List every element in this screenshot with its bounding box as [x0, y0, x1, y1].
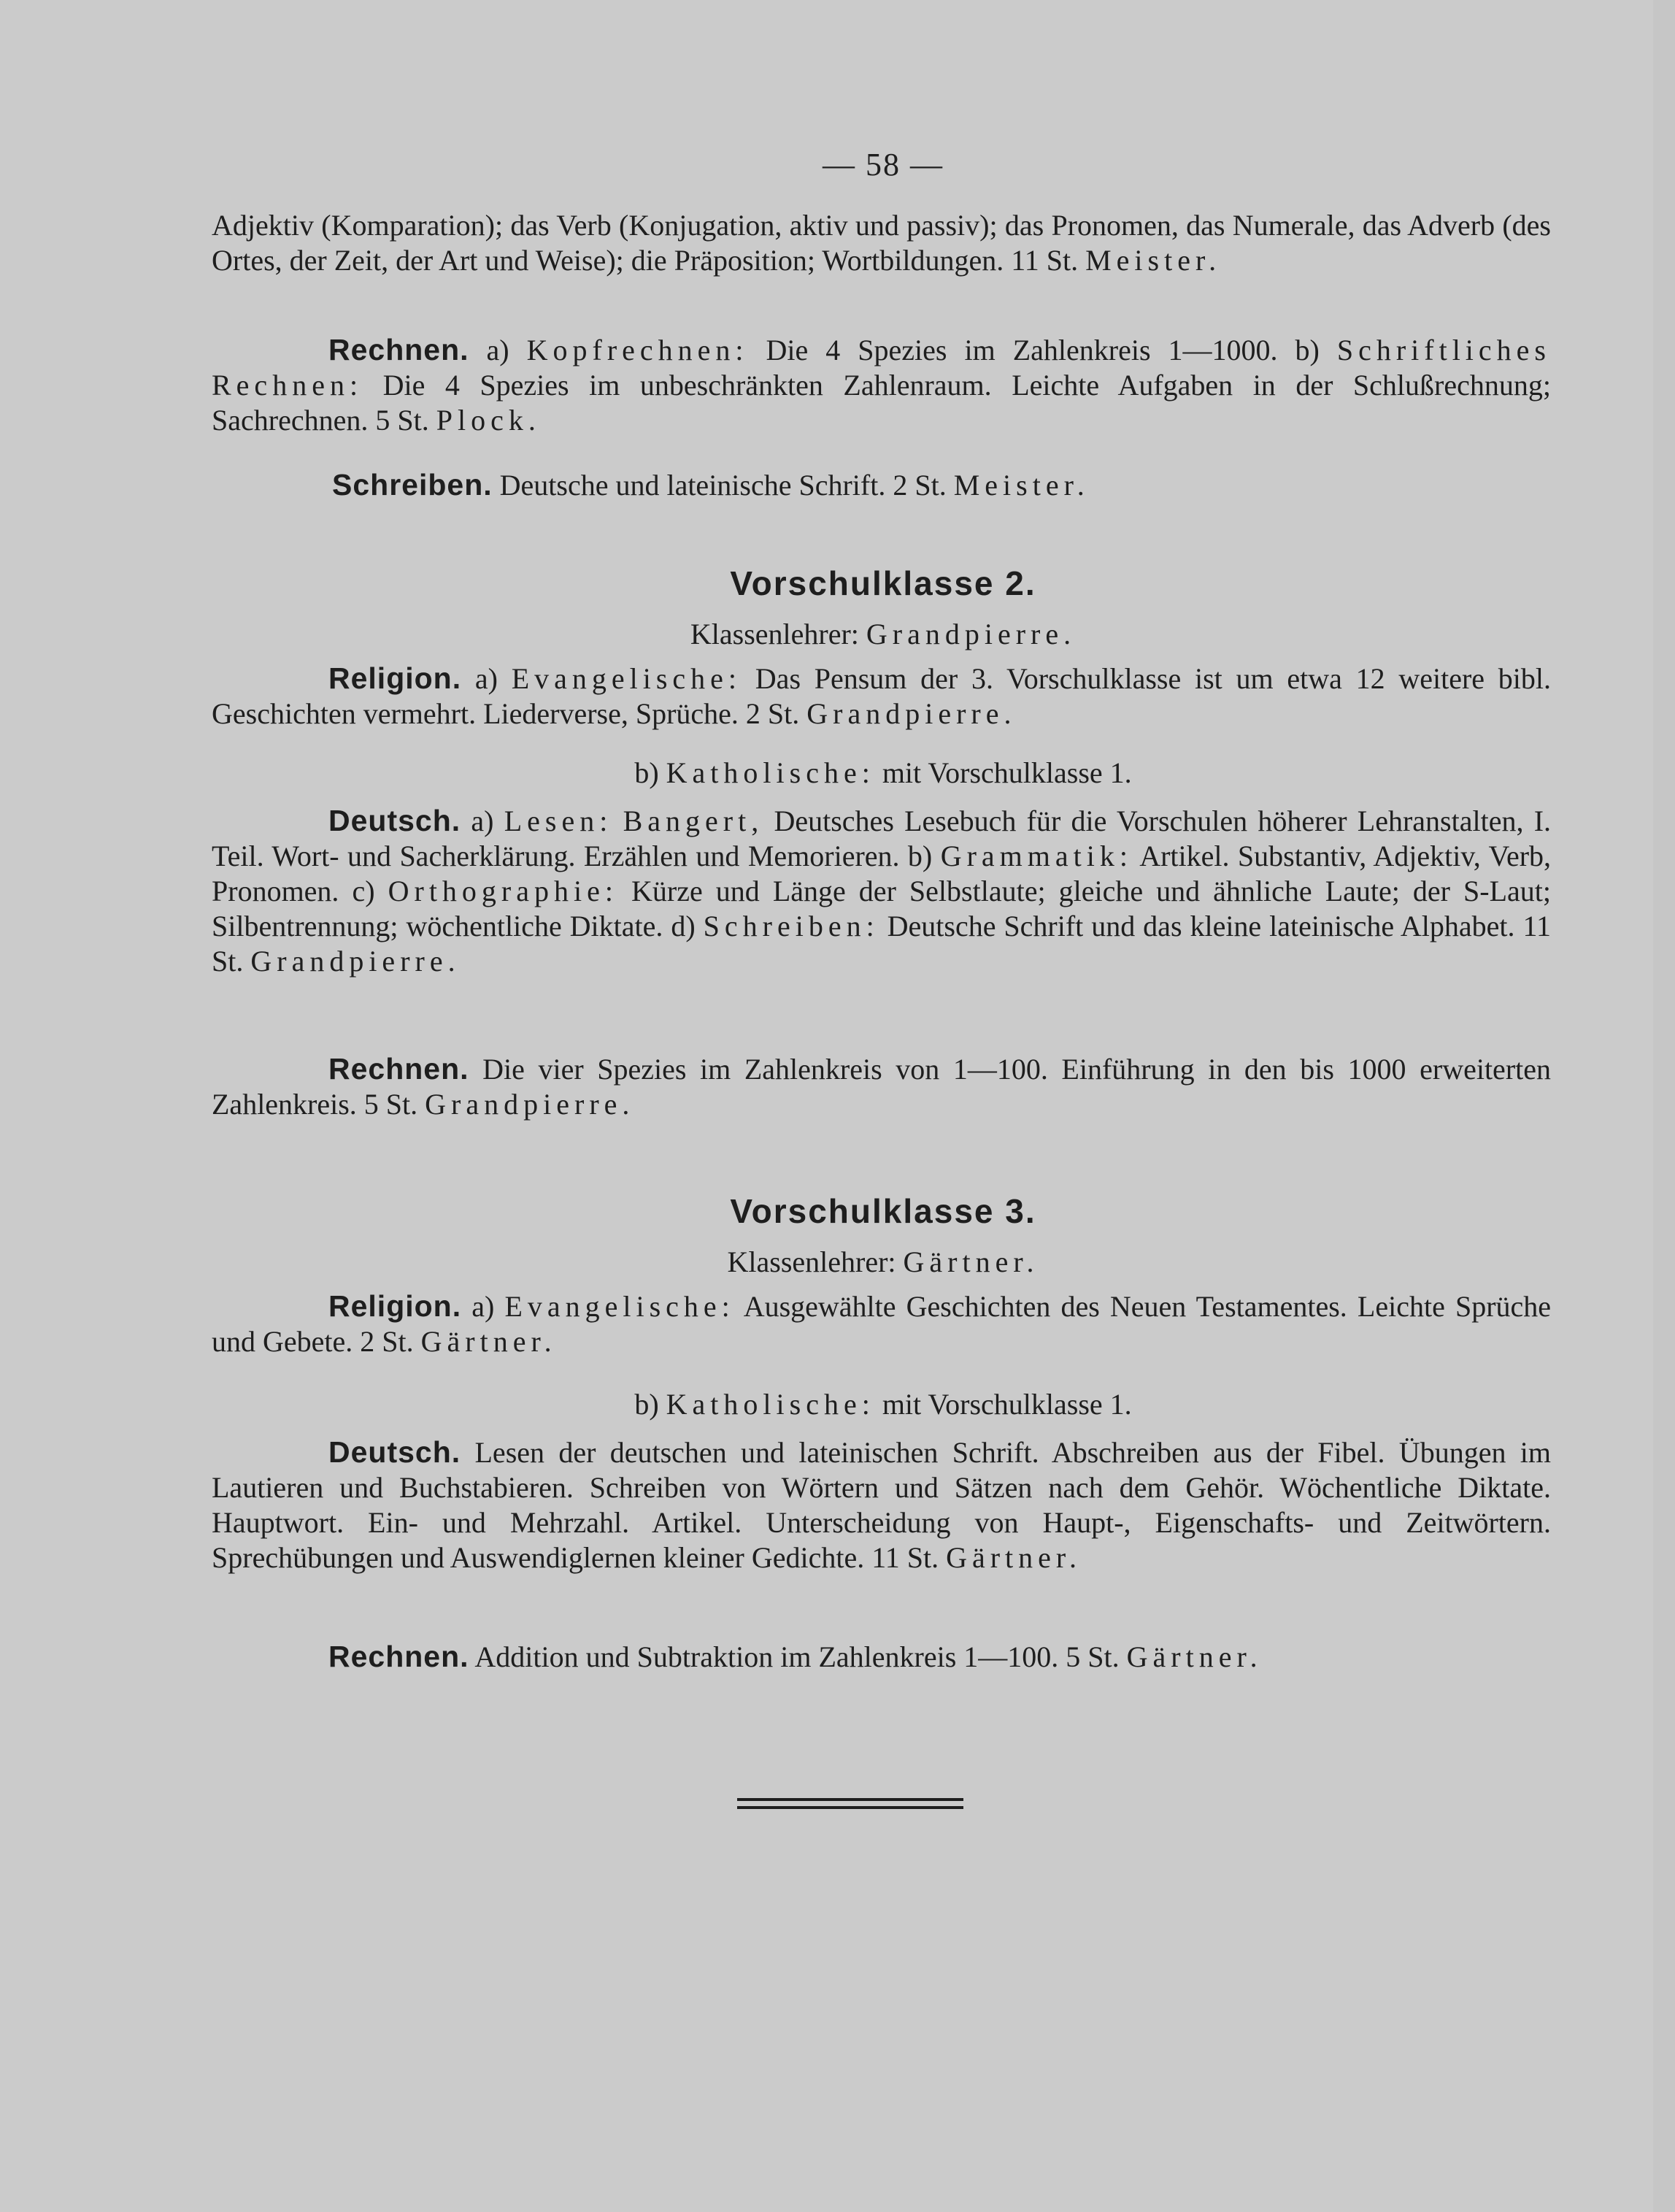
paragraph-text: b) [634, 1388, 659, 1421]
teacher-name: Meister. [1085, 244, 1222, 277]
sub-heading: Kopfrechnen: [526, 334, 749, 366]
sub-heading: Grammatik: [940, 840, 1133, 872]
subject-heading: Religion. [328, 661, 462, 695]
class-teacher-label: Klassenlehrer: [727, 1245, 896, 1278]
religion-catholic-line [0, 1387, 1675, 1422]
religion-catholic-line [0, 756, 1675, 791]
subject-heading: Rechnen. [328, 1052, 469, 1086]
paragraph-text: Lesen der deutschen und lateinischen Schrift. Abschreiben aus der Fibel. Übungen im Lautieren und Buchstabieren. Schreiben von Wörtern und Sätzen nach dem Gehör. Wöchentliche Diktate. Hauptwort. Ein- und Mehrzahl. Artikel. Unterscheidung von Haupt-, Eigenschafts- und Zeitwörtern. Sprechübungen und Auswendiglernen kleiner Gedichte. 11 St. [212, 1436, 1552, 1574]
subject-heading: Rechnen. [328, 333, 469, 366]
class-teacher-line [0, 617, 1675, 652]
paragraph-text: a) [471, 1290, 495, 1323]
page-number: — 58 — [823, 147, 944, 183]
section-title-vorschulklasse-3: Vorschulklasse 3. [730, 1192, 1036, 1230]
sub-heading: Katholische: [666, 756, 875, 789]
teacher-name: Meister. [953, 469, 1090, 502]
paragraph-religion-class3 [212, 1289, 1551, 1359]
paragraph-text: mit Vorschulklasse 1. [882, 756, 1132, 789]
sub-heading: Evangelische: [504, 1290, 735, 1323]
sub-heading: Katholische: [666, 1388, 875, 1421]
sub-heading: Schreiben: [703, 910, 879, 942]
subject-heading: Deutsch. [328, 1435, 461, 1469]
teacher-name: Gärtner. [946, 1541, 1082, 1574]
subject-heading: Deutsch. [328, 804, 461, 837]
paragraph-text: mit Vorschulklasse 1. [882, 1388, 1132, 1421]
subject-heading: Schreiben. [332, 468, 493, 502]
paragraph-grammar-continuation [212, 208, 1551, 278]
paragraph-deutsch-class3 [212, 1435, 1551, 1575]
paragraph-text: a) [474, 662, 498, 695]
paragraph-text: b) [634, 756, 659, 789]
class-teacher-name: Grandpierre. [866, 618, 1077, 650]
paragraph-text: Die 4 Spezies im Zahlenkreis 1—1000. b) [766, 334, 1320, 366]
paragraph-text: Ausgewählte Geschichten des Neuen Testamentes. Leichte Sprüche und Gebete. 2 St. [212, 1290, 1552, 1358]
paragraph-deutsch-class2 [212, 803, 1551, 979]
subject-heading: Religion. [328, 1289, 462, 1323]
author-name: Bangert, [623, 804, 764, 837]
paragraph-text: Kürze und Länge der Selbstlaute; gleiche und ähnliche Laute; der S-Laut; Silbentrennung; wöchentliche Diktate. d) [212, 875, 1552, 942]
paragraph-text: a) [486, 334, 509, 366]
paragraph-text: Die vier Spezies im Zahlenkreis von 1—100. Einführung in den bis 1000 erweiterten Zahlenkreis. 5 St. [212, 1053, 1552, 1121]
closing-rule-top [737, 1798, 963, 1801]
teacher-name: Gärtner. [1126, 1640, 1263, 1673]
paragraph-text: Deutsche und lateinische Schrift. 2 St. [499, 469, 947, 502]
paragraph-rechnen-class2 [212, 1051, 1551, 1122]
sub-heading: Schriftliches Rechnen: [212, 334, 1551, 402]
class-teacher-line [0, 1245, 1675, 1280]
subject-heading: Rechnen. [328, 1640, 469, 1673]
teacher-name: Grandpierre. [425, 1088, 635, 1121]
sub-heading: Evangelische: [511, 662, 742, 695]
class-teacher-name: Gärtner. [903, 1245, 1039, 1278]
paragraph-text: a) [471, 804, 494, 837]
paragraph-text: Deutsches Lesebuch für die Vorschulen höherer Lehranstalten, I. Teil. Wort- und Sacherklärung. Erzählen und Memorieren. b) [212, 804, 1552, 872]
class-teacher-label: Klassenlehrer: [690, 618, 859, 650]
section-title-vorschulklasse-2: Vorschulklasse 2. [730, 564, 1036, 602]
teacher-name: Grandpierre. [250, 945, 461, 978]
paragraph-schreiben [332, 467, 1551, 503]
paragraph-text: Artikel. Substantiv, Adjektiv, Verb, Pronomen. c) [212, 840, 1552, 907]
paragraph-text: Addition und Subtraktion im Zahlenkreis 1—100. 5 St. [474, 1640, 1120, 1673]
sub-heading: Lesen: [504, 804, 613, 837]
paragraph-text: Adjektiv (Komparation); das Verb (Konjugation, aktiv und passiv); das Pronomen, das Numerale, das Adverb (des Ortes, der Zeit, der Art und Weise); die Präposition; Wortbildungen. 11 St. [212, 209, 1551, 277]
paragraph-text: Die 4 Spezies im unbeschränkten Zahlenraum. Leichte Aufgaben in der Schlußrechnung; Sachrechnen. 5 St. [212, 369, 1551, 437]
paragraph-text: Deutsche Schrift und das kleine lateinische Alphabet. 11 St. [212, 910, 1551, 978]
paragraph-rechnen-class3 [212, 1639, 1551, 1675]
closing-rule-bottom [737, 1806, 963, 1809]
teacher-name: Grandpierre. [806, 697, 1017, 730]
paragraph-religion-class2 [212, 661, 1551, 731]
paragraph-rechnen-class1 [212, 332, 1551, 438]
teacher-name: Plock. [436, 404, 541, 437]
sub-heading: Orthographie: [388, 875, 618, 907]
paragraph-text: Das Pensum der 3. Vorschulklasse ist um etwa 12 weitere bibl. Geschichten vermehrt. Liederverse, Sprüche. 2 St. [212, 662, 1552, 730]
teacher-name: Gärtner. [420, 1325, 557, 1358]
